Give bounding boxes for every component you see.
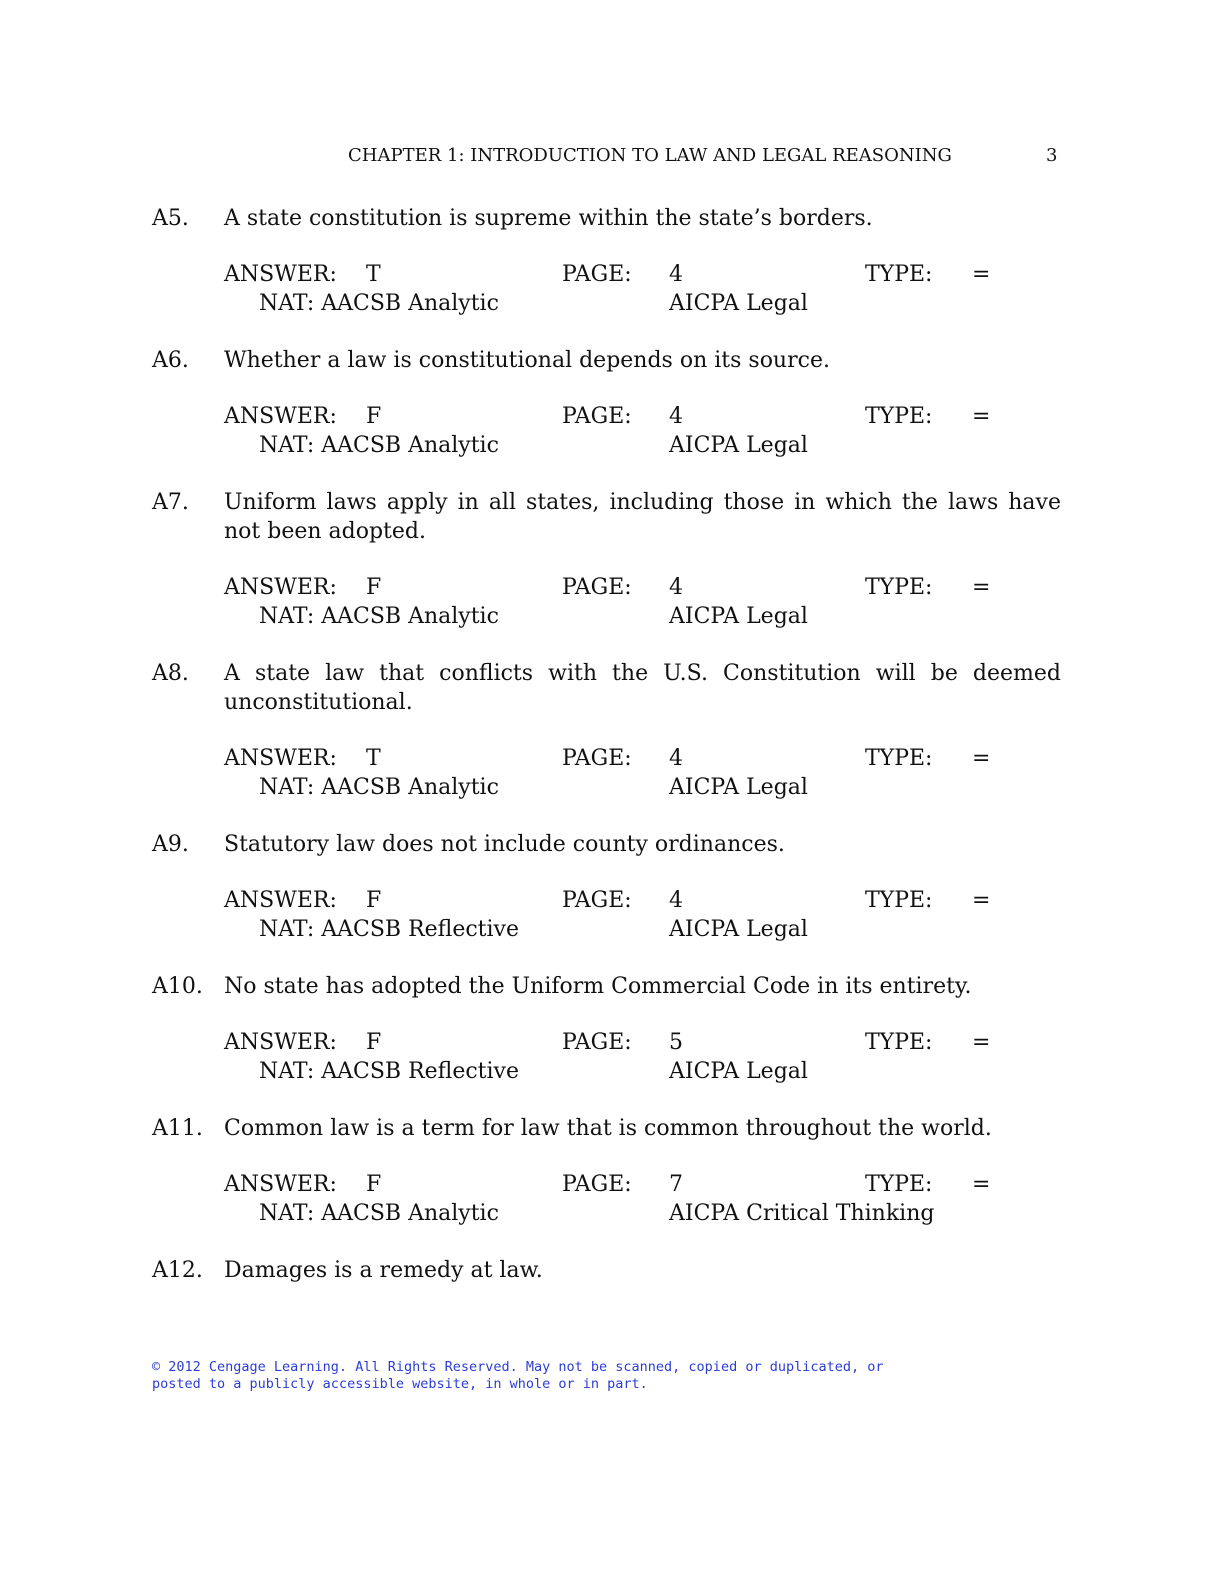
type-value: = <box>972 404 991 429</box>
answer-label: ANSWER: <box>224 746 337 771</box>
question-number: A12. <box>152 1258 203 1283</box>
page-header <box>0 141 1224 171</box>
question-text: Common law is a term for law that is common throughout the world. <box>224 1116 992 1141</box>
question-text: A state law that conflicts with the U.S. Constitution will be deemed unconstitutional. <box>224 661 1061 715</box>
page-label: PAGE: <box>562 262 632 287</box>
answer-label: ANSWER: <box>224 575 337 600</box>
answer-label: ANSWER: <box>224 404 337 429</box>
type-label: TYPE: <box>865 1172 933 1197</box>
answer-value: T <box>366 262 381 287</box>
page-value: 4 <box>669 888 683 913</box>
answer-value: F <box>366 1030 382 1055</box>
answer-block <box>0 744 1224 802</box>
type-label: TYPE: <box>865 888 933 913</box>
question-item <box>0 346 1224 375</box>
copyright-line-1: © 2012 Cengage Learning. All Rights Reserved. May not be scanned, copied or duplicated, or <box>152 1359 884 1375</box>
page-label: PAGE: <box>562 888 632 913</box>
question-number: A10. <box>152 974 203 999</box>
question-number: A5. <box>152 206 189 231</box>
question-item <box>0 972 1224 1001</box>
answer-block <box>0 260 1224 318</box>
answer-label: ANSWER: <box>224 888 337 913</box>
question-item <box>0 1256 1224 1285</box>
page-label: PAGE: <box>562 746 632 771</box>
answer-value: F <box>366 404 382 429</box>
type-label: TYPE: <box>865 404 933 429</box>
chapter-title: CHAPTER 1: INTRODUCTION TO LAW AND LEGAL REASONING <box>348 145 952 166</box>
nat-tag: NAT: AACSB Reflective <box>259 917 519 942</box>
nat-tag: NAT: AACSB Analytic <box>259 775 499 800</box>
question-number: A9. <box>152 832 189 857</box>
type-label: TYPE: <box>865 1030 933 1055</box>
type-label: TYPE: <box>865 746 933 771</box>
page-value: 7 <box>669 1172 683 1197</box>
question-item <box>0 659 1224 717</box>
nat-tag: NAT: AACSB Analytic <box>259 604 499 629</box>
aicpa-tag: AICPA Legal <box>669 1059 808 1084</box>
question-item <box>0 488 1224 546</box>
type-label: TYPE: <box>865 262 933 287</box>
answer-value: F <box>366 888 382 913</box>
answer-label: ANSWER: <box>224 1172 337 1197</box>
aicpa-tag: AICPA Legal <box>669 775 808 800</box>
type-value: = <box>972 262 991 287</box>
nat-tag: NAT: AACSB Analytic <box>259 291 499 316</box>
page-value: 4 <box>669 575 683 600</box>
page-value: 4 <box>669 404 683 429</box>
answer-block <box>0 402 1224 460</box>
copyright-notice <box>152 1359 884 1393</box>
nat-tag: NAT: AACSB Analytic <box>259 1201 499 1226</box>
page-label: PAGE: <box>562 404 632 429</box>
page-value: 4 <box>669 746 683 771</box>
aicpa-tag: AICPA Critical Thinking <box>669 1201 935 1226</box>
answer-value: F <box>366 1172 382 1197</box>
answer-label: ANSWER: <box>224 1030 337 1055</box>
question-item <box>0 1114 1224 1143</box>
type-value: = <box>972 1030 991 1055</box>
question-text: Statutory law does not include county ordinances. <box>224 832 785 857</box>
aicpa-tag: AICPA Legal <box>669 604 808 629</box>
question-item <box>0 204 1224 233</box>
nat-tag: NAT: AACSB Reflective <box>259 1059 519 1084</box>
page-label: PAGE: <box>562 575 632 600</box>
question-number: A8. <box>152 661 189 686</box>
aicpa-tag: AICPA Legal <box>669 433 808 458</box>
answer-block <box>0 1170 1224 1228</box>
type-value: = <box>972 746 991 771</box>
copyright-line-2: posted to a publicly accessible website, in whole or in part. <box>152 1376 648 1392</box>
question-number: A11. <box>152 1116 203 1141</box>
answer-value: F <box>366 575 382 600</box>
question-number: A7. <box>152 490 189 515</box>
type-value: = <box>972 575 991 600</box>
answer-block <box>0 573 1224 631</box>
nat-tag: NAT: AACSB Analytic <box>259 433 499 458</box>
question-text: Uniform laws apply in all states, including those in which the laws have not been adopted. <box>224 490 1061 544</box>
question-number: A6. <box>152 348 189 373</box>
answer-value: T <box>366 746 381 771</box>
aicpa-tag: AICPA Legal <box>669 917 808 942</box>
answer-block <box>0 886 1224 944</box>
type-value: = <box>972 888 991 913</box>
page-label: PAGE: <box>562 1172 632 1197</box>
question-item <box>0 830 1224 859</box>
page-label: PAGE: <box>562 1030 632 1055</box>
question-list <box>0 204 1224 1285</box>
page-number: 3 <box>1046 145 1058 166</box>
aicpa-tag: AICPA Legal <box>669 291 808 316</box>
type-value: = <box>972 1172 991 1197</box>
question-text: A state constitution is supreme within the state’s borders. <box>224 206 873 231</box>
answer-label: ANSWER: <box>224 262 337 287</box>
question-text: Damages is a remedy at law. <box>224 1258 543 1283</box>
answer-block <box>0 1028 1224 1086</box>
page-value: 4 <box>669 262 683 287</box>
question-text: No state has adopted the Uniform Commercial Code in its entirety. <box>224 974 972 999</box>
type-label: TYPE: <box>865 575 933 600</box>
question-text: Whether a law is constitutional depends on its source. <box>224 348 830 373</box>
page-value: 5 <box>669 1030 683 1055</box>
